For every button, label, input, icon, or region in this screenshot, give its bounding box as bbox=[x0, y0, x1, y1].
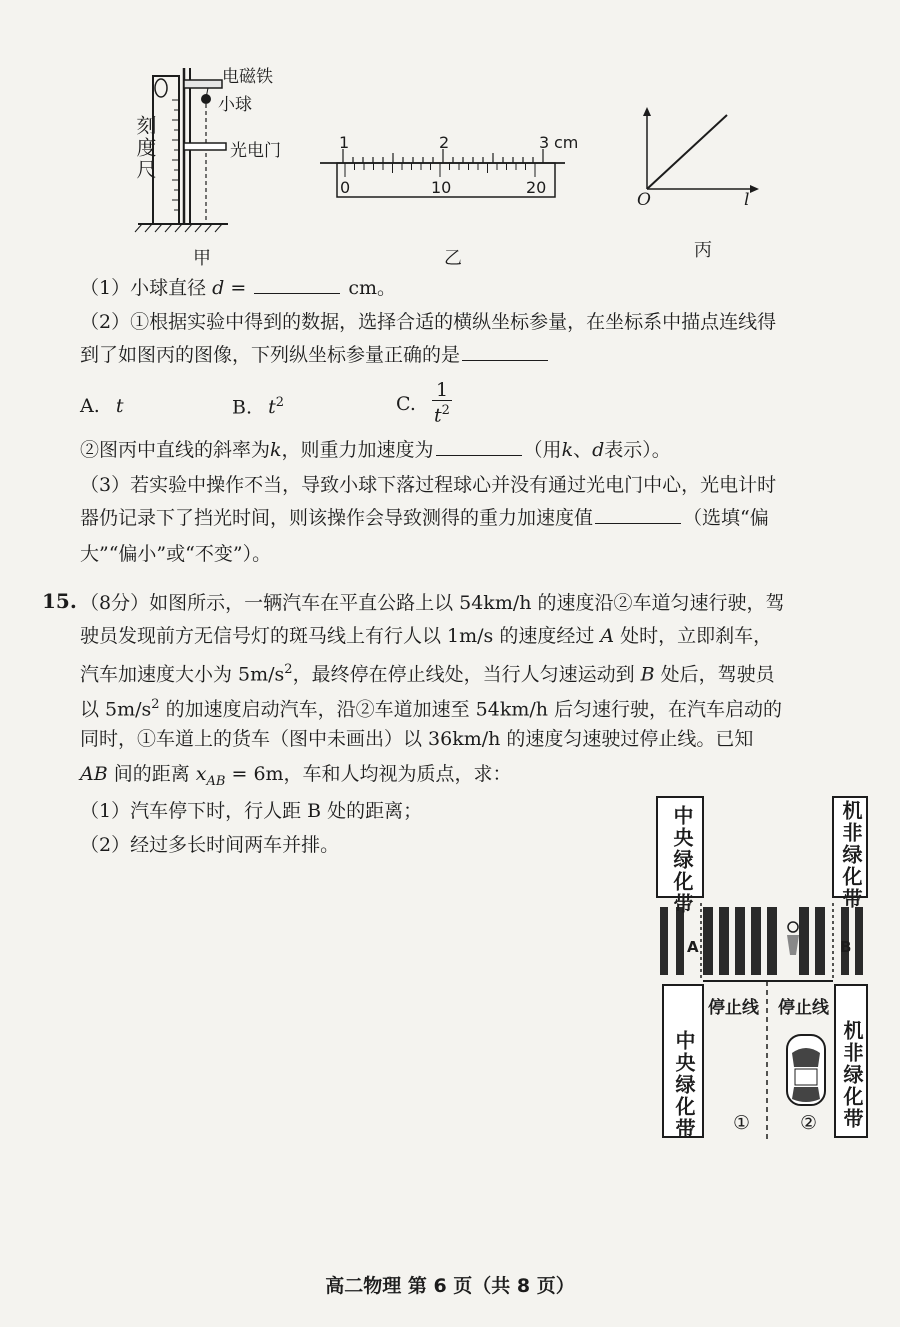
q15-number: 15. bbox=[42, 589, 77, 613]
vernier-tick-20: 20 bbox=[526, 178, 547, 197]
answer-blank-error[interactable] bbox=[595, 505, 681, 524]
q14-part1-suffix: cm。 bbox=[342, 277, 397, 299]
figure-bing-graph bbox=[635, 105, 765, 195]
x-axis-label: l bbox=[744, 190, 750, 210]
q15-line3-exponent: 2 bbox=[284, 662, 293, 677]
main-tick-1: 1 bbox=[339, 133, 350, 152]
q14-part1-eq: = bbox=[224, 277, 253, 299]
q14-part1-prefix: （1）小球直径 bbox=[80, 277, 207, 299]
q14-part2b-suffix: （用 bbox=[523, 439, 562, 461]
q14-part3-line3: 大”“偏小”或“不变”）。 bbox=[80, 543, 272, 565]
answer-blank-gravity[interactable] bbox=[436, 437, 522, 456]
q15-line6-sub: AB bbox=[206, 773, 226, 789]
figure-bing-caption: 丙 bbox=[694, 240, 712, 261]
origin-label: O bbox=[637, 190, 651, 210]
q14-part2b-k: k bbox=[270, 439, 282, 461]
q14-part2a-line2 bbox=[80, 342, 550, 368]
q14-part2b bbox=[80, 437, 671, 463]
option-c-label: C. bbox=[396, 393, 416, 415]
q14-part2b-sep: 、 bbox=[573, 439, 593, 461]
main-tick-3: 3 bbox=[539, 133, 550, 152]
option-b-exponent: 2 bbox=[275, 395, 284, 410]
ruler-label: 刻度尺 bbox=[133, 115, 157, 181]
option-c-denominator: $t^2$ bbox=[432, 400, 452, 425]
ball-label: 小球 bbox=[218, 95, 252, 115]
magnet-label: 电磁铁 bbox=[222, 67, 273, 87]
q15-line6-c: = 6m，车和人均视为质点，求： bbox=[225, 763, 512, 785]
q15-line4-exponent: 2 bbox=[151, 697, 160, 712]
q15-line5: 同时，①车道上的货车（图中未画出）以 36km/h 的速度匀速驶过停止线。已知 bbox=[80, 728, 754, 750]
q15-line2 bbox=[80, 623, 772, 649]
q15-line3-b: ，最终停在停止线处，当行人匀速运动到 bbox=[292, 663, 641, 686]
stop-line-label-1: 停止线 bbox=[708, 998, 759, 1018]
q15-point-b-ref: B bbox=[640, 663, 655, 686]
q15-line2-a: 驶员发现前方无信号灯的斑马线上有行人以 1m/s 的速度经过 bbox=[80, 625, 601, 647]
option-a-value: t bbox=[115, 395, 124, 417]
vernier-tick-10: 10 bbox=[431, 178, 452, 197]
bike-lane-top-label: 机非绿化带 bbox=[839, 800, 863, 910]
option-c-fraction bbox=[432, 380, 452, 425]
answer-blank-choice[interactable] bbox=[462, 342, 548, 361]
q14-part1-var: d bbox=[212, 277, 225, 299]
figure-yi-caption: 乙 bbox=[444, 248, 462, 269]
option-a[interactable] bbox=[80, 395, 123, 417]
answer-blank-diameter[interactable] bbox=[254, 275, 340, 294]
main-tick-2: 2 bbox=[439, 133, 450, 152]
q15-line3 bbox=[80, 657, 775, 687]
median-bottom-label: 中央绿化带 bbox=[672, 1030, 696, 1140]
option-c-numerator: 1 bbox=[435, 379, 449, 401]
q14-part3-line2-text: 器仍记录下了挡光时间，则该操作会导致测得的重力加速度值 bbox=[80, 507, 594, 529]
q14-part2a-line1: （2）①根据实验中得到的数据，选择合适的横纵坐标参量，在坐标系中描点连线得 bbox=[80, 311, 777, 333]
option-b-value: t bbox=[268, 396, 276, 419]
point-b-label: B bbox=[840, 938, 852, 956]
q15-line4-b: 的加速度启动汽车，沿②车道加速至 54km/h 后匀速行驶，在汽车启动的 bbox=[159, 698, 783, 721]
point-a-label: A bbox=[687, 938, 699, 956]
q14-part2b-mid: ，则重力加速度为 bbox=[281, 439, 434, 461]
q14-part2b-end: 表示）。 bbox=[604, 439, 671, 461]
q14-part2b-d: d bbox=[592, 439, 605, 461]
median-top-label: 中央绿化带 bbox=[670, 805, 694, 915]
gate-label: 光电门 bbox=[230, 141, 281, 161]
figure-jia-caption: 甲 bbox=[193, 248, 211, 269]
q15-line1: （8分）如图所示，一辆汽车在平直公路上以 54km/h 的速度沿②车道匀速行驶，驾 bbox=[80, 592, 785, 614]
bike-lane-bottom-label: 机非绿化带 bbox=[840, 1020, 864, 1130]
q14-part2b-k2: k bbox=[561, 439, 574, 461]
lane-2-label: ② bbox=[800, 1112, 818, 1134]
q15-line6-ab: AB bbox=[80, 763, 108, 785]
option-a-label: A. bbox=[80, 395, 100, 417]
q15-line4 bbox=[80, 692, 782, 722]
q14-part3-line2-suffix: （选填“偏 bbox=[683, 507, 769, 529]
q15-sub1: （1）汽车停下时，行人距 B 处的距离； bbox=[80, 800, 423, 822]
vernier-tick-0: 0 bbox=[340, 178, 351, 197]
q15-line6-b: 间的距离 bbox=[107, 763, 196, 785]
q14-part2b-prefix: ②图丙中直线的斜率为 bbox=[80, 439, 271, 461]
option-b[interactable] bbox=[232, 395, 284, 418]
q15-line6-x: x bbox=[195, 763, 207, 785]
q15-sub2: （2）经过多长时间两车并排。 bbox=[80, 834, 340, 856]
page-footer: 高二物理 第 6 页（共 8 页） bbox=[325, 1275, 575, 1297]
q14-part3-line1: （3）若实验中操作不当，导致小球下落过程球心并没有通过光电门中心，光电计时 bbox=[80, 474, 777, 496]
option-b-label: B. bbox=[232, 396, 253, 419]
q14-part3-line2 bbox=[80, 505, 769, 531]
q15-line3-c: 处后，驾驶员 bbox=[654, 663, 775, 686]
lane-1-label: ① bbox=[733, 1112, 751, 1134]
q14-part2a-line2-text: 到了如图丙的图像，下列纵坐标参量正确的是 bbox=[80, 344, 461, 366]
q14-part1 bbox=[80, 275, 396, 301]
q15-line2-b: 处时，立即刹车， bbox=[614, 625, 773, 647]
stop-line-label-2: 停止线 bbox=[778, 998, 829, 1018]
q15-line6 bbox=[80, 761, 512, 795]
q15-line3-a: 汽车加速度大小为 5m/s bbox=[80, 663, 285, 686]
q15-line4-a: 以 5m/s bbox=[80, 698, 152, 721]
q15-point-a-ref: A bbox=[600, 625, 615, 647]
main-unit: cm bbox=[554, 133, 579, 152]
